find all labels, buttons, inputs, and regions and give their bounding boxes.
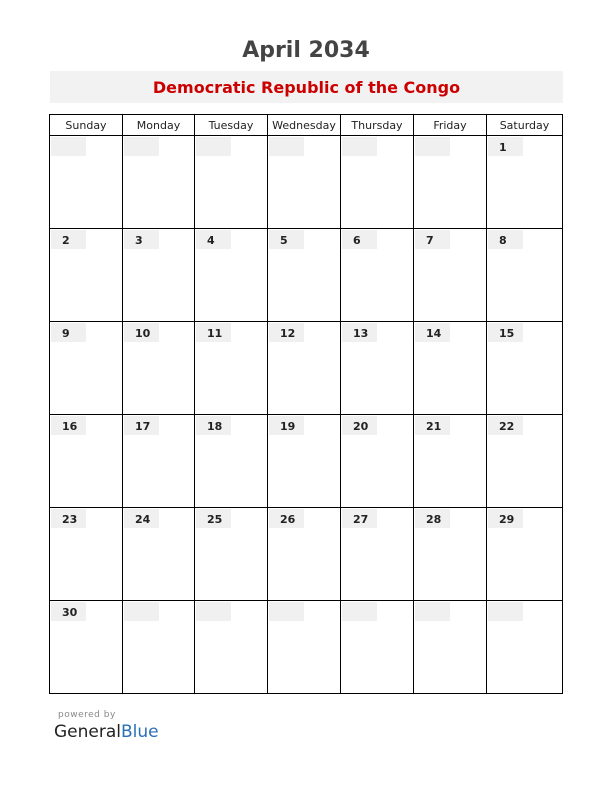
day-number-box [415, 602, 450, 621]
day-number: 30 [62, 606, 78, 619]
day-number: 13 [353, 327, 369, 340]
day-cell [341, 136, 414, 229]
day-number: 14 [426, 327, 442, 340]
day-cell [341, 508, 414, 601]
day-cell [487, 229, 563, 322]
day-cell [414, 601, 487, 694]
week-row [50, 322, 563, 415]
day-number-box [196, 137, 231, 156]
day-cell [123, 136, 195, 229]
day-number: 12 [280, 327, 296, 340]
day-number: 8 [499, 234, 507, 247]
weekday-saturday: Saturday [487, 115, 563, 136]
day-cell [195, 229, 268, 322]
day-cell [50, 229, 123, 322]
day-number-box [269, 602, 304, 621]
day-cell [195, 322, 268, 415]
weekday-wednesday: Wednesday [268, 115, 341, 136]
day-cell [414, 229, 487, 322]
day-cell [50, 322, 123, 415]
day-number-box [196, 602, 231, 621]
weekday-header-row [50, 115, 563, 136]
powered-by-text: powered by [58, 710, 116, 720]
day-number: 15 [499, 327, 515, 340]
day-cell [487, 415, 563, 508]
day-number: 29 [499, 513, 515, 526]
day-number-box [488, 602, 523, 621]
day-cell [123, 229, 195, 322]
day-cell [268, 508, 341, 601]
day-cell [195, 508, 268, 601]
logo-blue-text: Blue [121, 722, 159, 742]
day-number-box [342, 602, 377, 621]
day-cell [487, 601, 563, 694]
day-number-box [124, 137, 159, 156]
day-number: 24 [135, 513, 151, 526]
page-title: April 2034 [242, 38, 370, 63]
calendar-grid [49, 114, 563, 694]
weekday-monday: Monday [123, 115, 195, 136]
day-number: 19 [280, 420, 296, 433]
day-cell [268, 415, 341, 508]
day-number-box [124, 602, 159, 621]
day-number: 16 [62, 420, 78, 433]
week-row [50, 601, 563, 694]
day-number: 18 [207, 420, 223, 433]
day-cell [414, 415, 487, 508]
week-row [50, 229, 563, 322]
day-cell [487, 508, 563, 601]
day-number-box [269, 137, 304, 156]
day-cell [123, 415, 195, 508]
day-cell [268, 601, 341, 694]
day-cell [341, 229, 414, 322]
week-row [50, 136, 563, 229]
day-cell [414, 508, 487, 601]
day-cell [195, 415, 268, 508]
weekday-friday: Friday [414, 115, 487, 136]
day-cell [50, 508, 123, 601]
day-number: 6 [353, 234, 361, 247]
day-number: 2 [62, 234, 70, 247]
day-cell [341, 322, 414, 415]
day-cell [50, 136, 123, 229]
day-cell [123, 508, 195, 601]
day-cell [50, 601, 123, 694]
day-number: 7 [426, 234, 434, 247]
day-number: 11 [207, 327, 223, 340]
day-number: 23 [62, 513, 78, 526]
day-number: 10 [135, 327, 151, 340]
day-cell [341, 415, 414, 508]
week-row [50, 415, 563, 508]
day-number-box [342, 137, 377, 156]
day-cell [123, 322, 195, 415]
day-cell [487, 322, 563, 415]
generalblue-logo [54, 722, 159, 742]
day-cell [123, 601, 195, 694]
day-cell [50, 415, 123, 508]
day-number: 4 [207, 234, 215, 247]
day-cell [414, 322, 487, 415]
weekday-thursday: Thursday [341, 115, 414, 136]
day-cell [268, 229, 341, 322]
day-number: 17 [135, 420, 151, 433]
day-cell [487, 136, 563, 229]
day-cell [414, 136, 487, 229]
week-row [50, 508, 563, 601]
day-cell [195, 136, 268, 229]
day-number-box [415, 137, 450, 156]
country-name: Democratic Republic of the Congo [152, 78, 461, 97]
day-number: 27 [353, 513, 369, 526]
day-cell [268, 136, 341, 229]
day-number: 5 [280, 234, 288, 247]
day-number-box [51, 137, 86, 156]
day-number: 20 [353, 420, 369, 433]
day-cell [341, 601, 414, 694]
day-number: 21 [426, 420, 442, 433]
weekday-tuesday: Tuesday [195, 115, 268, 136]
day-cell [195, 601, 268, 694]
day-number: 26 [280, 513, 296, 526]
day-number: 25 [207, 513, 223, 526]
day-number: 3 [135, 234, 143, 247]
weekday-sunday: Sunday [50, 115, 123, 136]
day-number: 9 [62, 327, 70, 340]
day-number: 28 [426, 513, 442, 526]
day-number: 22 [499, 420, 515, 433]
day-number: 1 [499, 141, 507, 154]
day-cell [268, 322, 341, 415]
logo-general-text: General [54, 722, 121, 742]
